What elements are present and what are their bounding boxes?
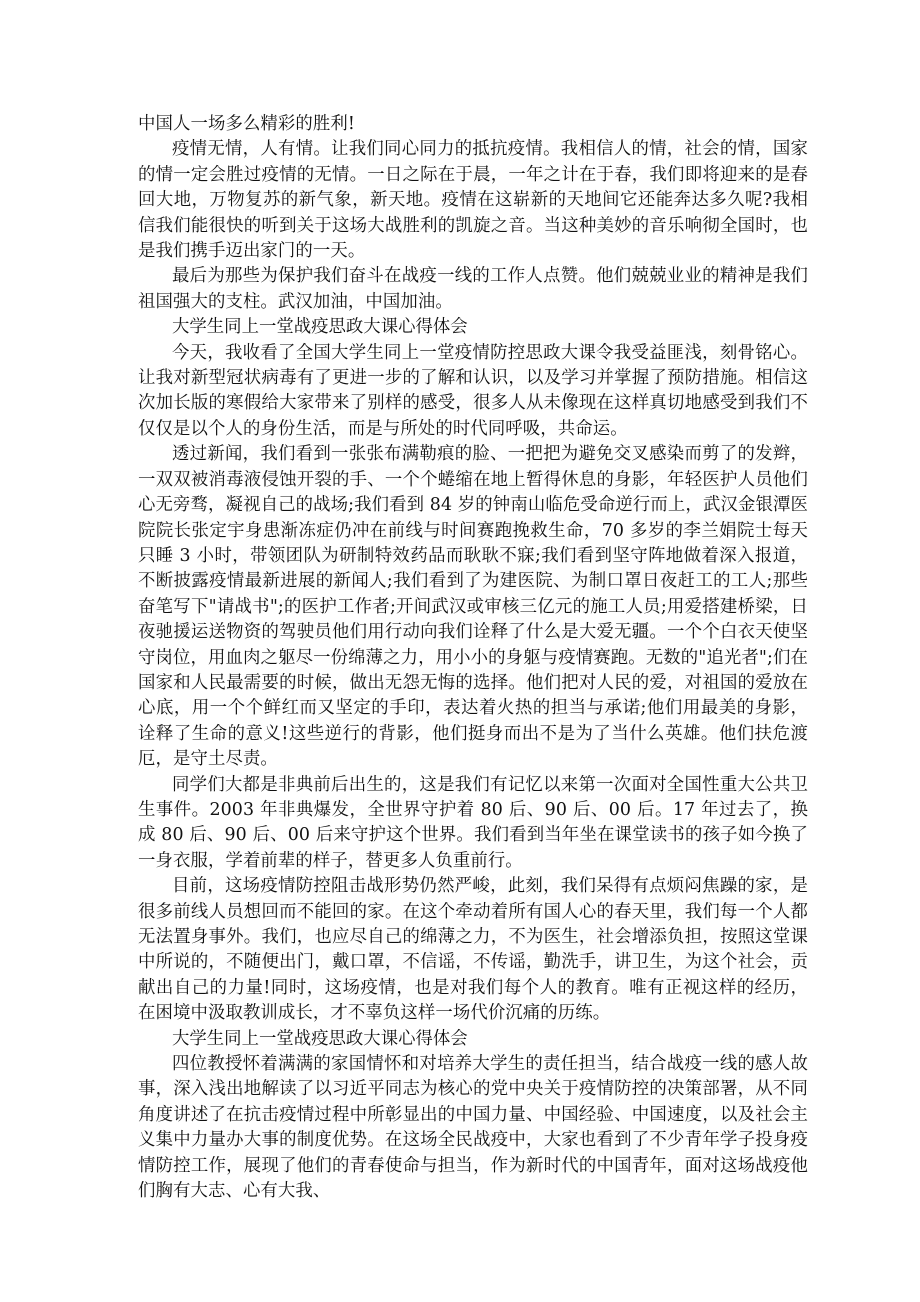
paragraph: 四位教授怀着满满的家国情怀和对培养大学生的责任担当，结合战疫一线的感人故事，深入浅出地解读了以习近平同志为核心的党中央关于疫情防控的决策部署，从不同角度讲述了在抗击疫情过程中所彰显出的中国力量、中国经验、中国速度，以及社会主义集中力量办大事的制度优势。在这场全民战疫中，大家也看到了不少青年学子投身疫情防控工作，展现了他们的青春使命与担当，作为新时代的中国青年，面对这场战疫他们胸有大志、心有大我、 <box>138 1054 808 1202</box>
paragraph: 最后为那些为保护我们奋斗在战疫一线的工作人点赞。他们兢兢业业的精神是我们祖国强大的支柱。武汉加油，中国加油。 <box>138 266 808 312</box>
paragraph: 同学们大都是非典前后出生的，这是我们有记忆以来第一次面对全国性重大公共卫生事件。2003 年非典爆发，全世界守护着 80 后、90 后、00 后。17 年过去了，换成 80 后、90 后、00 后来守护这个世界。我们看到当年坐在课堂读书的孩子如今换了一身衣服，学着前辈的样子，替更多人负重前行。 <box>138 774 808 871</box>
paragraph: 目前，这场疫情防控阻击战形势仍然严峻，此刻，我们呆得有点烦闷焦躁的家，是很多前线人员想回而不能回的家。在这个牵动着所有国人心的春天里，我们每一个人都无法置身事外。我们，也应尽自己的绵薄之力，不为医生，社会增添负担，按照这堂课中所说的，不随便出门，戴口罩，不信谣，不传谣，勤洗手，讲卫生，为这个社会，贡献出自己的力量!同时，这场疫情，也是对我们每个人的教育。唯有正视这样的经历，在困境中汲取教训成长，才不辜负这样一场代价沉痛的历练。 <box>138 876 808 1024</box>
paragraph: 透过新闻，我们看到一张张布满勒痕的脸、一把把为避免交叉感染而剪了的发辫，一双双被消毒液侵蚀开裂的手、一个个蜷缩在地上暂得休息的身影，年轻医护人员他们心无旁骛，凝视自己的战场;我们看到 84 岁的钟南山临危受命逆行而上，武汉金银潭医院院长张定宇身患渐冻症仍冲在前线与时间赛跑挽救生命，70 多岁的李兰娟院士每天只睡 3 小时，带领团队为研制特效药品而耿耿不寐;我们看到坚守阵地做着深入报道，不断披露疫情最新进展的新闻人;我们看到了为建医院、为制口罩日夜赶工的工人;那些奋笔写下"请战书";的医护工作者;开间武汉或审核三亿元的施工人员;用爱搭建桥梁，日夜驰援运送物资的驾驶员他们用行动向我们诠释了什么是大爱无疆。一个个白衣天使坚守岗位，用血肉之躯尽一份绵薄之力，用小小的身躯与疫情赛跑。无数的"追光者";们在国家和人民最需要的时候，做出无怨无悔的选择。他们把对人民的爱，对祖国的爱放在心底，用一个个鲜红而又坚定的手印，表达着火热的担当与承诺;他们用最美的身影，诠释了生命的意义!这些逆行的背影，他们挺身而出不是为了当什么英雄。他们扶危渡厄，是守土尽责。 <box>138 444 808 770</box>
paragraph-continuation: 中国人一场多么精彩的胜利! <box>138 114 355 134</box>
section-heading: 大学生同上一堂战疫思政大课心得体会 <box>172 317 468 338</box>
paragraph: 今天，我收看了全国大学生同上一堂疫情防控思政大课令我受益匪浅，刻骨铭心。让我对新型冠状病毒有了更进一步的了解和认识，以及学习并掌握了预防措施。相信这次加长版的寒假给大家带来了别样的感受，很多人从未像现在这样真切地感受到我们不仅仅是以个人的身份生活，而是与所处的时代同呼吸，共命运。 <box>138 342 808 439</box>
section-heading: 大学生同上一堂战疫思政大课心得体会 <box>172 1028 468 1049</box>
paragraph: 疫情无情，人有情。让我们同心同力的抵抗疫情。我相信人的情，社会的情，国家的情一定会胜过疫情的无情。一日之际在于晨，一年之计在于春，我们即将迎来的是春回大地，万物复苏的新气象，新天地。疫情在这崭新的天地间它还能奔达多久呢?我相信我们能很快的听到关于这场大战胜利的凯旋之音。当这种美妙的音乐响彻全国时，也是我们携手迈出家门的一天。 <box>138 139 808 262</box>
